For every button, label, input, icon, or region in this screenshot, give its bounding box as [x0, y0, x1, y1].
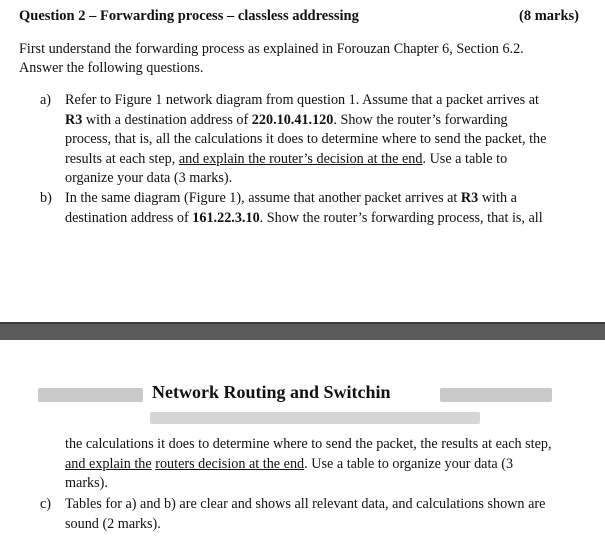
- destination-address-a: 220.10.41.120: [251, 111, 334, 128]
- item-b-cont-line-1: the calculations it does to determine where to send the packet, the results at each step,: [65, 436, 552, 452]
- redacted-block: [38, 388, 143, 402]
- item-c-text: [65, 495, 585, 534]
- item-b-line-1: In the same diagram (Figure 1), assume that another packet arrives at R3 with a: [65, 190, 517, 206]
- item-a-line-5: organize your data (3 marks).: [65, 170, 233, 187]
- item-b-cont-text: [65, 435, 585, 494]
- item-a-line-3: process, that is, all the calculations it does to determine where to send the packet, the: [65, 131, 547, 148]
- intro-line-1: First understand the forwarding process as explained in Forouzan Chapter 6, Section 6.2.: [19, 41, 524, 57]
- item-c-line-2: sound (2 marks).: [65, 515, 161, 532]
- redacted-block: [440, 388, 552, 402]
- item-b-line-2: destination address of 161.22.3.10. Show the router’s forwarding process, that is, all: [65, 209, 543, 226]
- item-c-line-1: Tables for a) and b) are clear and shows all relevant data, and calculations shown are: [65, 496, 546, 512]
- question-title: Question 2 – Forwarding process – classless addressing: [19, 8, 359, 24]
- intro-paragraph: [19, 40, 589, 78]
- router-r3: R3: [65, 111, 83, 128]
- item-b-cont-line-2: and explain the routers decision at the end. Use a table to organize your data (3: [65, 455, 514, 472]
- item-a-line-2: R3 with a destination address of 220.10.41.120. Show the router’s forwarding: [65, 111, 508, 128]
- item-b-text: [65, 189, 585, 228]
- item-b-cont-line-3: marks).: [65, 475, 108, 492]
- question-marks: (8 marks): [518, 8, 579, 24]
- intro-line-2: Answer the following questions.: [19, 60, 204, 76]
- underlined-phrase: and explain the router’s decision at the end: [178, 150, 423, 167]
- question-header: [19, 8, 579, 28]
- page-2: [0, 340, 605, 557]
- destination-address-b: 161.22.3.10: [192, 209, 260, 226]
- item-a-line-4: results at each step, and explain the router’s decision at the end. Use a table to: [65, 150, 508, 167]
- item-a-label: a): [40, 92, 52, 108]
- item-b-label: b): [40, 190, 52, 206]
- running-footer-title: Network Routing and Switchin: [152, 382, 391, 402]
- redacted-block: [150, 412, 480, 424]
- router-r3: R3: [460, 190, 479, 206]
- item-c-label: c): [40, 496, 52, 512]
- page-separator: [0, 322, 605, 340]
- item-a-text: [65, 91, 585, 189]
- item-a-line-1: Refer to Figure 1 network diagram from question 1. Assume that a packet arrives at: [65, 92, 539, 108]
